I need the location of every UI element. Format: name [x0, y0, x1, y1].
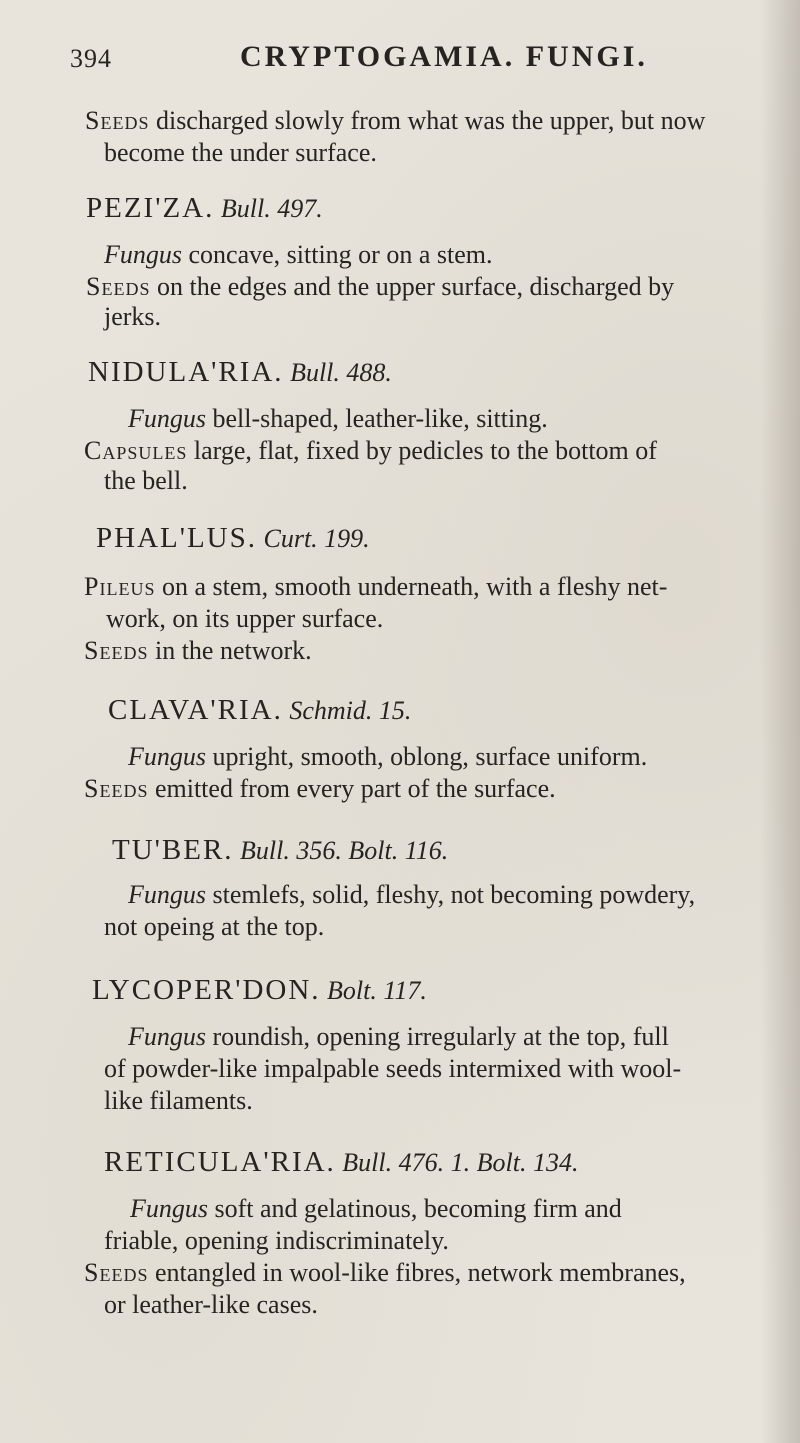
term-lead: Seeds [84, 1258, 149, 1287]
genus-name: PHAL'LUS. [96, 522, 257, 554]
line-text: friable, opening indiscriminately. [104, 1226, 449, 1255]
line-text: stemlefs, solid, fleshy, not becoming powdery, [206, 880, 696, 909]
line-text: the bell. [104, 466, 188, 495]
text-line [84, 1258, 686, 1288]
page-number: 394 [70, 44, 112, 73]
text-line [104, 1290, 318, 1320]
text-line [104, 912, 324, 942]
genus-reference: Bull. 476. 1. [342, 1148, 471, 1177]
text-line [104, 466, 188, 496]
genus-heading [88, 356, 392, 389]
genus-reference: Bolt. 134. [476, 1148, 579, 1177]
term-lead: Fungus [130, 1194, 208, 1223]
text-line [84, 436, 657, 466]
line-text: concave, sitting or on a stem. [182, 240, 493, 269]
genus-name: PEZI'ZA. [86, 192, 215, 224]
line-text: emitted from every part of the surface. [148, 774, 556, 803]
genus-name: NIDULA'RIA. [88, 356, 284, 388]
genus-name: TU'BER. [112, 834, 234, 866]
text-line [106, 604, 383, 634]
line-text: roundish, opening irregularly at the top, full [206, 1022, 669, 1051]
genus-reference: Bolt. 117. [327, 976, 427, 1005]
term-lead: Seeds [86, 272, 151, 301]
line-text: not opeing at the top. [104, 912, 325, 941]
text-line [84, 636, 312, 666]
line-text: on a stem, smooth underneath, with a fleshy net- [155, 572, 668, 601]
line-text: large, flat, fixed by pedicles to the bottom of [187, 436, 657, 465]
term-lead: Fungus [128, 1022, 206, 1051]
line-text: discharged slowly from what was the upper, but now [149, 106, 706, 135]
text-line [128, 880, 695, 910]
genus-heading [104, 1146, 578, 1179]
genus-reference: Bull. 488. [290, 358, 392, 387]
line-text: entangled in wool-like fibres, network membranes, [148, 1258, 686, 1287]
text-line [86, 272, 674, 302]
genus-reference: Schmid. 15. [289, 696, 412, 725]
term-lead: Seeds [84, 774, 149, 803]
text-line [104, 1054, 681, 1084]
line-text: work, on its upper surface. [106, 604, 384, 633]
line-text: on the edges and the upper surface, discharged by [150, 272, 675, 301]
term-lead: Fungus [128, 404, 206, 433]
genus-name: LYCOPER'DON. [92, 974, 321, 1006]
genus-reference: Bull. 356. [240, 836, 342, 865]
term-lead: Pileus [84, 572, 156, 601]
line-text: or leather-like cases. [104, 1290, 318, 1319]
term-lead: Capsules [84, 436, 188, 465]
text-line [128, 742, 647, 772]
genus-heading [112, 834, 448, 867]
genus-heading [96, 522, 370, 555]
page-header [0, 40, 800, 84]
genus-heading [92, 974, 427, 1007]
line-text: of powder-like impalpable seeds intermixed with wool- [104, 1054, 682, 1083]
line-text: soft and gelatinous, becoming firm and [208, 1194, 622, 1223]
page-edge-shadow [760, 0, 800, 1443]
text-line [84, 774, 556, 804]
text-line [85, 106, 705, 136]
genus-reference: Bolt. 116. [348, 836, 449, 865]
line-text: upright, smooth, oblong, surface uniform. [206, 742, 648, 771]
genus-name: RETICULA'RIA. [104, 1146, 336, 1178]
text-line [104, 240, 492, 270]
text-line [130, 1194, 622, 1224]
text-line [104, 1226, 449, 1256]
term-lead: Seeds [84, 636, 149, 665]
text-line [104, 138, 377, 168]
genus-heading [86, 192, 323, 225]
line-text: jerks. [104, 302, 162, 331]
term-lead: Fungus [128, 742, 206, 771]
genus-reference: Bull. 497. [220, 194, 323, 223]
text-line [128, 1022, 669, 1052]
term-lead: Fungus [104, 240, 182, 269]
term-lead: Seeds [85, 106, 150, 135]
genus-name: CLAVA'RIA. [108, 694, 283, 726]
text-line [104, 302, 161, 332]
running-title: CRYPTOGAMIA. FUNGI. [240, 40, 648, 73]
line-text: bell-shaped, leather-like, sitting. [206, 404, 548, 433]
genus-reference: Curt. 199. [263, 524, 370, 553]
text-line [84, 572, 667, 602]
text-line [128, 404, 548, 434]
text-line [104, 1086, 253, 1116]
term-lead: Fungus [128, 880, 206, 909]
line-text: like filaments. [104, 1086, 253, 1115]
genus-heading [108, 694, 411, 727]
line-text: become the under surface. [104, 138, 377, 167]
line-text: in the network. [148, 636, 312, 665]
